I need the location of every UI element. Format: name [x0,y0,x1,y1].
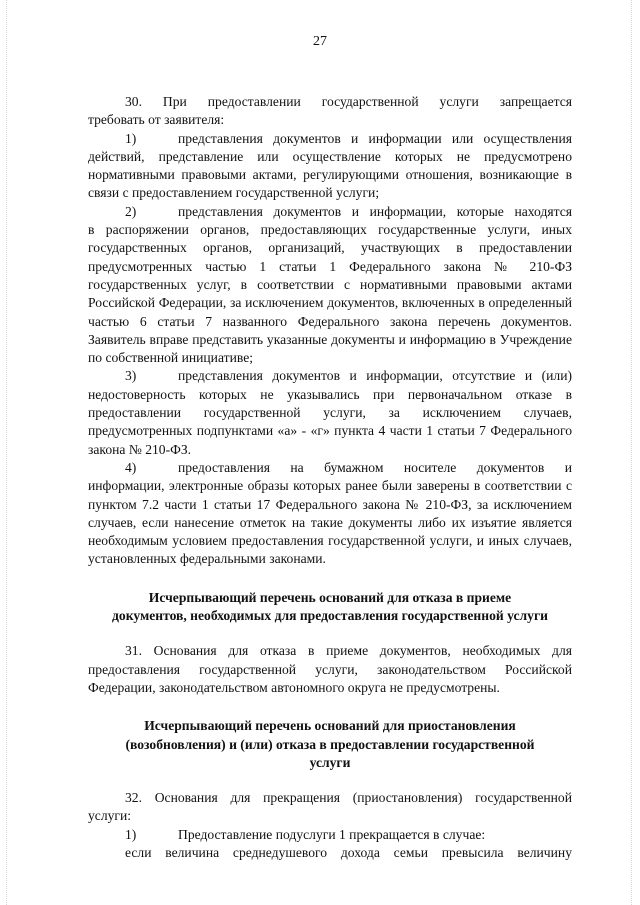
page-number: 27 [313,34,327,49]
document-body [88,93,572,862]
item-first-line: Предоставление подуслуги 1 прекращается в случае: [178,826,486,842]
section-32-intro: 32. Основания для прекращения (приостановления) государственной [125,790,572,806]
section-heading-suspension [88,717,572,772]
section-30-item-2 [88,203,572,221]
item-continuation: информации, электронные образы которых ранее были заверены в соответствии с пунктом 7.2 части 1 статьи 17 Федерального закона № 210-ФЗ, за исключением случаев, если нанесение отметок на такие документы либо их изъятие является необходимым условием предоставления государственной услуги, и иных случаев, установленных федеральными законами. [88,478,572,567]
item-number: 2) [125,203,137,219]
heading-line: Исчерпывающий перечень оснований для приостановления [144,718,516,734]
page-edge-right [631,0,632,905]
heading-line: Исчерпывающий перечень оснований для отказа в приеме [148,589,512,605]
item-continuation: недостоверность которых не указывались при первоначальном отказе в предоставлении государственной услуги, за исключением случаев, предусмотренных подпунктами «а» - «г» пункта 4 части 1 статьи 7 Федерального закона № 210-ФЗ. [88,386,572,457]
heading-line: документов, необходимых для предоставления государственной услуги [112,608,548,624]
item-continuation: в распоряжении органов, предоставляющих государственные услуги, иных государственных органов, организаций, участвующих в предоставлении предусмотренных частью 1 статьи 1 Федерального закона № 210-ФЗ государственных услуг, в соответствии с нормативными правовыми актами Российской Федерации, за исключением документов, включенных в определенный частью 6 статьи 7 названного Федерального закона перечень документов. Заявитель вправе представить указанные документы и информацию в Учреждение по собственной инициативе; [88,222,572,366]
item-number: 3) [125,368,137,384]
heading-line: (возобновления) и (или) отказа в предоставлении государственной [125,736,535,752]
page-edge-left [6,0,7,905]
section-heading-refusal-docs [88,589,572,626]
section-30-intro: 30. При предоставлении государственной услуги запрещается [125,94,572,109]
item-first-line: представления документов и информации, которые находятся [178,203,572,219]
section-30-intro-cont: требовать от заявителя: [88,112,225,128]
item-number: 1) [125,130,137,146]
section-30-item-4 [88,459,572,477]
item-first-line: представления документов и информации или осуществления [178,130,572,146]
item-continuation: действий, представление или осуществление которых не предусмотрено нормативными правовыми актами, регулирующими отношения, возникающие в связи с предоставлением государственной услуги; [88,148,572,201]
item-first-line: предоставления на бумажном носителе документов и [178,459,572,475]
section-32-item-1 [88,826,572,844]
heading-line: услуги [309,754,351,770]
item-first-line: представления документов и информации, отсутствие и (или) [178,368,572,384]
section-32-condition: если величина среднедушевого дохода семьи превысила величину [125,844,572,860]
section-32-intro-cont: услуги: [88,808,132,824]
item-number: 4) [125,459,137,475]
section-30-item-1 [88,130,572,148]
section-30-item-3 [88,367,572,385]
section-31-text: 31. Основания для отказа в приеме документов, необходимых для предоставления государственной услуги, законодательством Российской Федерации, законодательством автономного округа не предусмотрены. [88,643,572,695]
item-number: 1) [125,826,137,842]
